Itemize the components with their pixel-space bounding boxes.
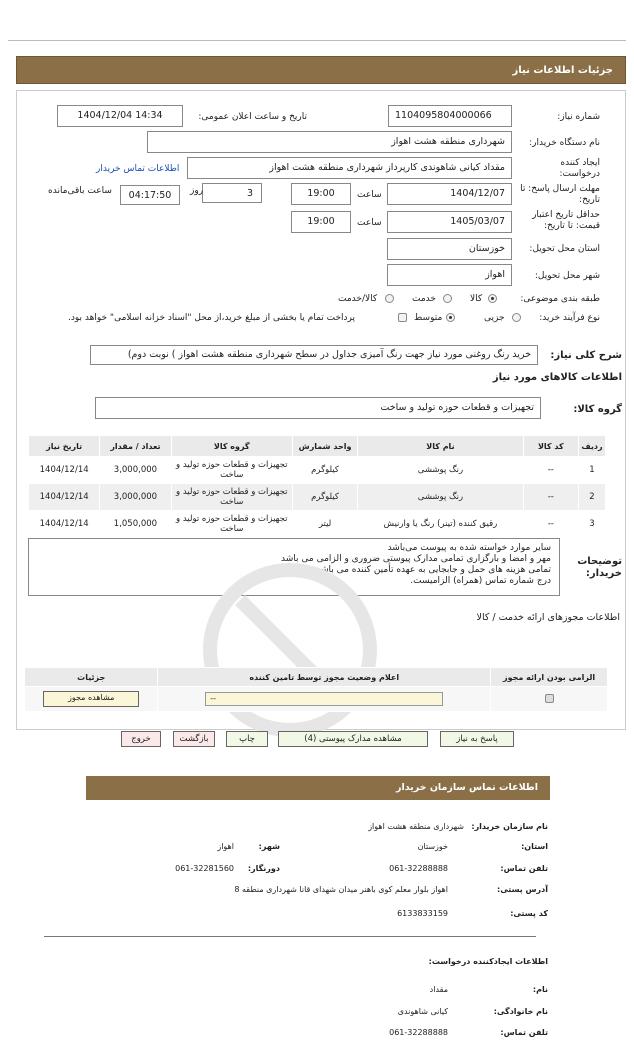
- permits-title: اطلاعات مجوزهای ارائه خدمت / کالا: [476, 612, 620, 623]
- print-button[interactable]: چاپ: [226, 731, 268, 747]
- contact-province-label: استان:: [521, 842, 548, 851]
- cell-date: 1404/12/14: [29, 484, 100, 511]
- province-field: خوزستان: [387, 238, 512, 260]
- goods-info-title: اطلاعات کالاهای مورد نیاز: [492, 372, 622, 383]
- cell-name: رنگ پوششی: [358, 457, 524, 484]
- category-service-radio[interactable]: [443, 294, 452, 303]
- process-medium-label: متوسط: [414, 313, 443, 323]
- category-label: طبقه بندی موضوعی:: [520, 294, 600, 304]
- cell-row: 1: [578, 457, 605, 484]
- category-service-label: خدمت: [412, 294, 436, 304]
- contact-phone-label: تلفن تماس:: [500, 864, 548, 873]
- cell-code: --: [523, 484, 578, 511]
- note-line: درج شماره تماس (همراه) الزامیست.: [410, 576, 551, 586]
- summary-field: خرید رنگ روغنی مورد نیاز جهت رنگ آمیزی جداول در سطح شهرداری منطقه هشت اهواز ) نوبت دوم): [90, 345, 538, 365]
- contact-address: اهواز بلوار معلم کوی باهنر میدان شهدای قانا شهرداری منطقه 8: [234, 885, 448, 894]
- reply-button[interactable]: پاسخ به نیاز: [440, 731, 514, 747]
- treasury-checkbox[interactable]: [398, 313, 407, 322]
- summary-label: شرح کلی نیاز:: [550, 350, 622, 361]
- contact-postal: 6133833159: [397, 909, 448, 918]
- announce-label: تاریخ و ساعت اعلان عمومی:: [198, 112, 307, 122]
- contact-org: شهرداری منطقه هشت اهواز: [368, 822, 464, 831]
- col-name: نام کالا: [358, 436, 524, 457]
- cell-unit: لیتر: [292, 511, 357, 538]
- table-row: [29, 511, 606, 538]
- buyer-org-label: نام دستگاه خریدار:: [529, 138, 600, 148]
- col-unit: واحد شمارش: [292, 436, 357, 457]
- contact-postal-label: کد پستی:: [510, 909, 548, 918]
- note-line: مهر و امضا و بارگزاری تمامی مدارک پیوستی ضروری و الزامی می باشد: [281, 554, 551, 564]
- contact-phone: 061-32288888: [389, 864, 448, 873]
- creator-label: ایجاد کننده درخواست:: [559, 158, 600, 179]
- buyer-contact-link[interactable]: اطلاعات تماس خریدار: [96, 164, 180, 174]
- remaining-label: ساعت باقی‌مانده: [48, 186, 112, 196]
- contact-city-label: شهر:: [258, 842, 280, 851]
- cell-row: 3: [578, 511, 605, 538]
- creator-phone-label: تلفن تماس:: [500, 1028, 548, 1037]
- col-qty: تعداد / مقدار: [100, 436, 171, 457]
- goods-group-label: گروه کالا:: [573, 404, 622, 415]
- table-row: [29, 457, 606, 484]
- process-partial-radio[interactable]: [512, 313, 521, 322]
- col-permit-required: الزامی بودن ارائه مجوز: [491, 668, 608, 687]
- watermark-logo-icon: [150, 560, 410, 760]
- creator-name: مقداد: [429, 985, 448, 994]
- validity-label: حداقل تاریخ اعتبار قیمت: تا تاریخ:: [532, 210, 600, 231]
- goods-table: [28, 435, 606, 538]
- buyer-org-field: شهرداری منطقه هشت اهواز: [147, 131, 512, 153]
- announce-field: 1404/12/04 14:34: [57, 105, 183, 127]
- page-header: جزئیات اطلاعات نیاز: [16, 56, 626, 84]
- col-row: ردیف: [578, 436, 605, 457]
- cell-date: 1404/12/14: [29, 457, 100, 484]
- col-permit-details: جزئیات: [25, 668, 158, 687]
- notes-label: توضیحات خریدار:: [577, 556, 622, 579]
- contact-divider: [44, 936, 536, 937]
- creator-family-label: نام خانوادگی:: [493, 1007, 548, 1016]
- cell-name: رقیق کننده (تینر) رنگ یا وارنیش: [358, 511, 524, 538]
- creator-field: مقداد کیانی شاهوندی کارپرداز شهرداری منطقه هشت اهواز: [187, 157, 512, 179]
- category-both-label: کالا/خدمت: [338, 294, 378, 304]
- category-both-radio[interactable]: [385, 294, 394, 303]
- contact-header: اطلاعات تماس سازمان خریدار: [86, 776, 550, 800]
- cell-group: تجهیزات و قطعات حوزه تولید و ساخت: [171, 457, 292, 484]
- permit-details-cell: [25, 687, 158, 712]
- cell-qty: 3,000,000: [100, 484, 171, 511]
- contact-province: خوزستان: [417, 842, 448, 851]
- back-button[interactable]: بازگشت: [173, 731, 215, 747]
- top-divider: [8, 40, 626, 41]
- permit-status-field: --: [205, 692, 443, 706]
- cell-group: تجهیزات و قطعات حوزه تولید و ساخت: [171, 511, 292, 538]
- attachments-button[interactable]: مشاهده مدارک پیوستی (4): [278, 731, 428, 747]
- cell-group: تجهیزات و قطعات حوزه تولید و ساخت: [171, 484, 292, 511]
- contact-address-label: آدرس پستی:: [497, 885, 548, 894]
- creator-info-title: اطلاعات ایجادکننده درخواست:: [428, 957, 548, 966]
- cell-unit: کیلوگرم: [292, 484, 357, 511]
- category-goods-label: کالا: [470, 294, 483, 304]
- city-label: شهر محل تحویل:: [534, 271, 600, 281]
- city-field: اهواز: [387, 264, 512, 286]
- table-row: [25, 687, 608, 712]
- col-code: کد کالا: [523, 436, 578, 457]
- validity-date-field: 1405/03/07: [387, 211, 512, 233]
- creator-family: کیانی شاهوندی: [397, 1007, 448, 1016]
- process-medium-radio[interactable]: [446, 313, 455, 322]
- deadline-label: مهلت ارسال پاسخ: تا تاریخ:: [520, 184, 600, 205]
- permit-status-cell: [158, 687, 491, 712]
- cell-row: 2: [578, 484, 605, 511]
- deadline-time-field: 19:00: [291, 183, 351, 205]
- cell-qty: 1,050,000: [100, 511, 171, 538]
- col-permit-status: اعلام وضعیت مجوز توسط تامین کننده: [158, 668, 491, 687]
- cell-name: رنگ پوششی: [358, 484, 524, 511]
- treasury-note: پرداخت تمام یا بخشی از مبلغ خرید،از محل "اسناد خزانه اسلامی" خواهد بود.: [68, 313, 356, 323]
- process-partial-label: جزیی: [484, 313, 505, 323]
- col-group: گروه کالا: [171, 436, 292, 457]
- view-permit-button[interactable]: مشاهده مجوز: [43, 691, 139, 707]
- days-field: 3: [202, 183, 262, 203]
- province-label: استان محل تحویل:: [529, 244, 600, 254]
- creator-phone: 061-32288888: [389, 1028, 448, 1037]
- contact-org-label: نام سازمان خریدار:: [471, 822, 548, 831]
- note-line: تمامی هزینه های حمل و جابجایی به عهده تأمین کننده می باشد.: [313, 565, 551, 575]
- remaining-time-field: 04:17:50: [120, 185, 180, 205]
- goods-group-field: تجهیزات و قطعات حوزه تولید و ساخت: [95, 397, 541, 419]
- deadline-time-label: ساعت: [357, 190, 382, 200]
- cell-qty: 3,000,000: [100, 457, 171, 484]
- permit-required-cell: [491, 687, 608, 712]
- process-label: نوع فرآیند خرید:: [539, 313, 600, 323]
- table-row: [29, 484, 606, 511]
- deadline-date-field: 1404/12/07: [387, 183, 512, 205]
- need-number-label: شماره نیاز:: [557, 112, 600, 122]
- cell-date: 1404/12/14: [29, 511, 100, 538]
- note-line: سایر موارد خواسته شده به پیوست می‌باشد: [387, 543, 551, 553]
- validity-time-label: ساعت: [357, 218, 382, 228]
- permit-required-checkbox: [545, 694, 554, 703]
- contact-fax-label: دورنگار:: [247, 864, 280, 873]
- col-date: تاریخ نیاز: [29, 436, 100, 457]
- days-label: روز: [190, 186, 204, 196]
- creator-name-label: نام:: [532, 985, 548, 994]
- cell-code: --: [523, 457, 578, 484]
- need-number-field: 1104095804000066: [388, 105, 512, 127]
- cell-code: --: [523, 511, 578, 538]
- contact-fax: 061-32281560: [175, 864, 234, 873]
- contact-city: اهواز: [217, 842, 234, 851]
- validity-time-field: 19:00: [291, 211, 351, 233]
- category-goods-radio[interactable]: [488, 294, 497, 303]
- permits-table: [24, 667, 608, 712]
- exit-button[interactable]: خروج: [121, 731, 161, 747]
- cell-unit: کیلوگرم: [292, 457, 357, 484]
